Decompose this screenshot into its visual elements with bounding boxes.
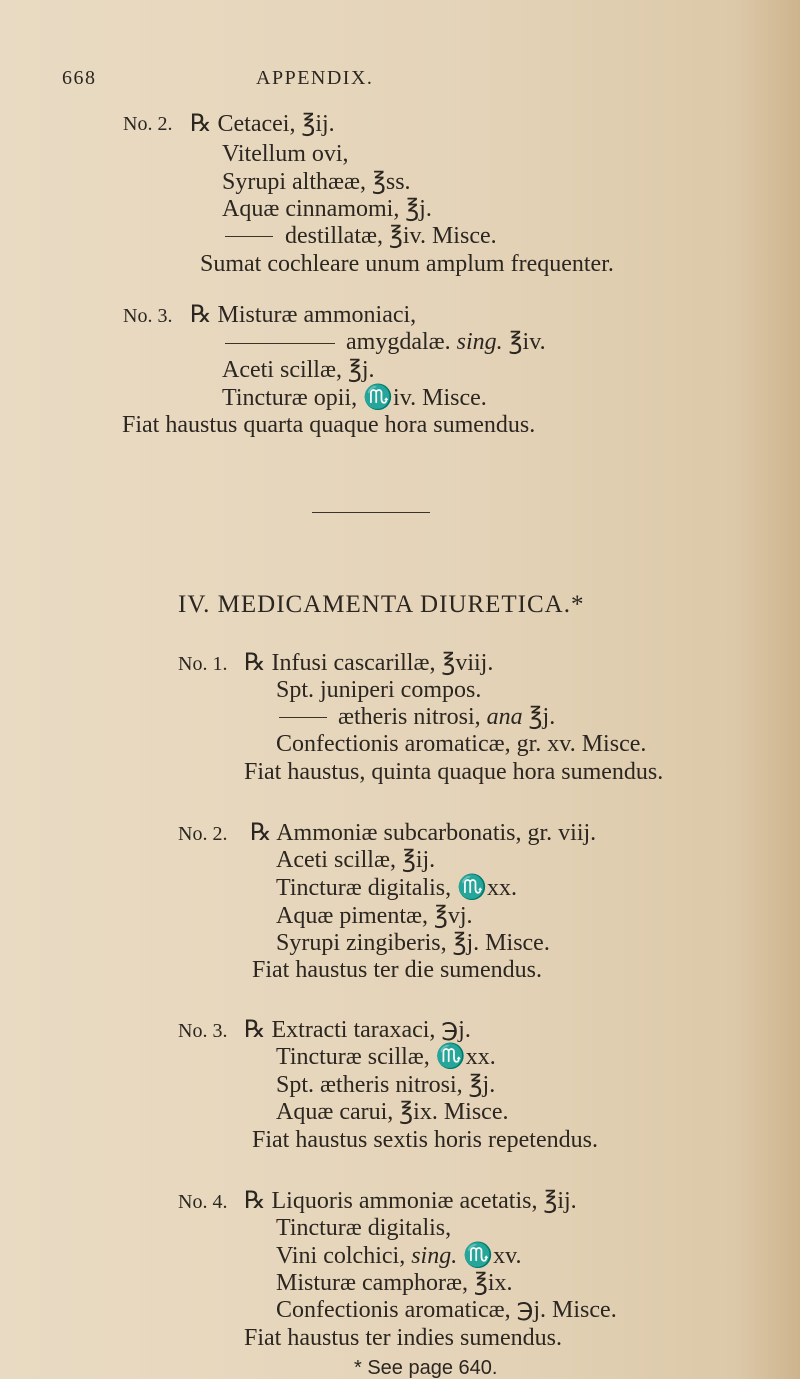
prescription-line: Tincturæ opii, ♏iv. Misce. bbox=[222, 385, 487, 411]
prescription-line: Syrupi zingiberis, ℥j. Misce. bbox=[276, 930, 550, 956]
prescription-line: Aceti scillæ, ℥j. bbox=[222, 357, 375, 383]
prescription-line: Syrupi althææ, ℥ss. bbox=[222, 169, 411, 195]
prescription-number: No. 3. bbox=[178, 1020, 228, 1042]
prescription-line: Misturæ camphoræ, ℥ix. bbox=[276, 1270, 513, 1296]
ditto-rule bbox=[225, 343, 335, 344]
quantity: ℥iv. bbox=[508, 329, 546, 355]
section-title: IV. MEDICAMENTA DIURETICA.* bbox=[178, 591, 585, 618]
prescription-line bbox=[346, 330, 546, 354]
prescription-line-text: amygdalæ. bbox=[346, 329, 451, 355]
prescription-line: Aquæ pimentæ, ℥vj. bbox=[276, 903, 473, 929]
prescription-line: Aquæ cinnamomi, ℥j. bbox=[222, 196, 432, 222]
sing-abbreviation: sing. bbox=[411, 1243, 458, 1269]
prescription-line: Vitellum ovi, bbox=[222, 141, 349, 167]
prescription-line: Fiat haustus ter die sumendus. bbox=[252, 957, 542, 983]
running-title: APPENDIX. bbox=[256, 67, 374, 89]
prescription-line: Tincturæ scillæ, ♏xx. bbox=[276, 1044, 496, 1070]
prescription-line: Aceti scillæ, ℥ij. bbox=[276, 847, 436, 873]
prescription-number: No. 1. bbox=[178, 653, 228, 675]
prescription-line bbox=[276, 1244, 522, 1268]
prescription-line: Confectionis aromaticæ, ℈j. Misce. bbox=[276, 1297, 617, 1323]
prescription-line: Spt. ætheris nitrosi, ℥j. bbox=[276, 1072, 496, 1098]
prescription-line: Spt. juniperi compos. bbox=[276, 677, 482, 703]
prescription-line: ℞ Cetacei, ℥ij. bbox=[190, 111, 335, 137]
prescription-number: No. 3. bbox=[123, 305, 173, 327]
prescription-line: destillatæ, ℥iv. Misce. bbox=[285, 223, 497, 249]
prescription-line: Fiat haustus ter indies sumendus. bbox=[244, 1325, 562, 1351]
prescription-line: Fiat haustus quarta quaque hora sumendus. bbox=[122, 412, 536, 438]
prescription-line-text: Vini colchici, bbox=[276, 1243, 406, 1269]
prescription-line: ℞ Extracti taraxaci, ℈j. bbox=[244, 1017, 471, 1043]
prescription-line-text: ætheris nitrosi, bbox=[338, 704, 481, 730]
prescription-line: Tincturæ digitalis, bbox=[276, 1215, 452, 1241]
sing-abbreviation: sing. bbox=[456, 329, 503, 355]
page-number: 668 bbox=[62, 67, 97, 89]
ana-abbreviation: ana bbox=[486, 704, 523, 730]
prescription-line: Fiat haustus, quinta quaque hora sumendus. bbox=[244, 759, 664, 785]
quantity: ♏xv. bbox=[463, 1243, 522, 1269]
section-divider bbox=[312, 512, 430, 513]
prescription-number: No. 2. bbox=[123, 113, 173, 135]
quantity: ℥j. bbox=[528, 704, 556, 730]
prescription-line bbox=[338, 705, 555, 729]
prescription-number: No. 4. bbox=[178, 1191, 228, 1213]
prescription-line: Aquæ carui, ℥ix. Misce. bbox=[276, 1099, 509, 1125]
prescription-line: ℞ Infusi cascarillæ, ℥viij. bbox=[244, 650, 494, 676]
prescription-line: ℞ Misturæ ammoniaci, bbox=[190, 302, 417, 328]
prescription-line: Confectionis aromaticæ, gr. xv. Misce. bbox=[276, 731, 647, 757]
prescription-line: ℞ Ammoniæ subcarbonatis, gr. viij. bbox=[250, 820, 597, 846]
prescription-line: ℞ Liquoris ammoniæ acetatis, ℥ij. bbox=[244, 1188, 577, 1214]
prescription-line: Sumat cochleare unum amplum frequenter. bbox=[200, 251, 614, 277]
prescription-line: Fiat haustus sextis horis repetendus. bbox=[252, 1127, 598, 1153]
prescription-number: No. 2. bbox=[178, 823, 228, 845]
prescription-line: Tincturæ digitalis, ♏xx. bbox=[276, 875, 518, 901]
ditto-rule bbox=[279, 717, 327, 718]
ditto-rule bbox=[225, 236, 273, 237]
footnote: * See page 640. bbox=[354, 1357, 498, 1379]
